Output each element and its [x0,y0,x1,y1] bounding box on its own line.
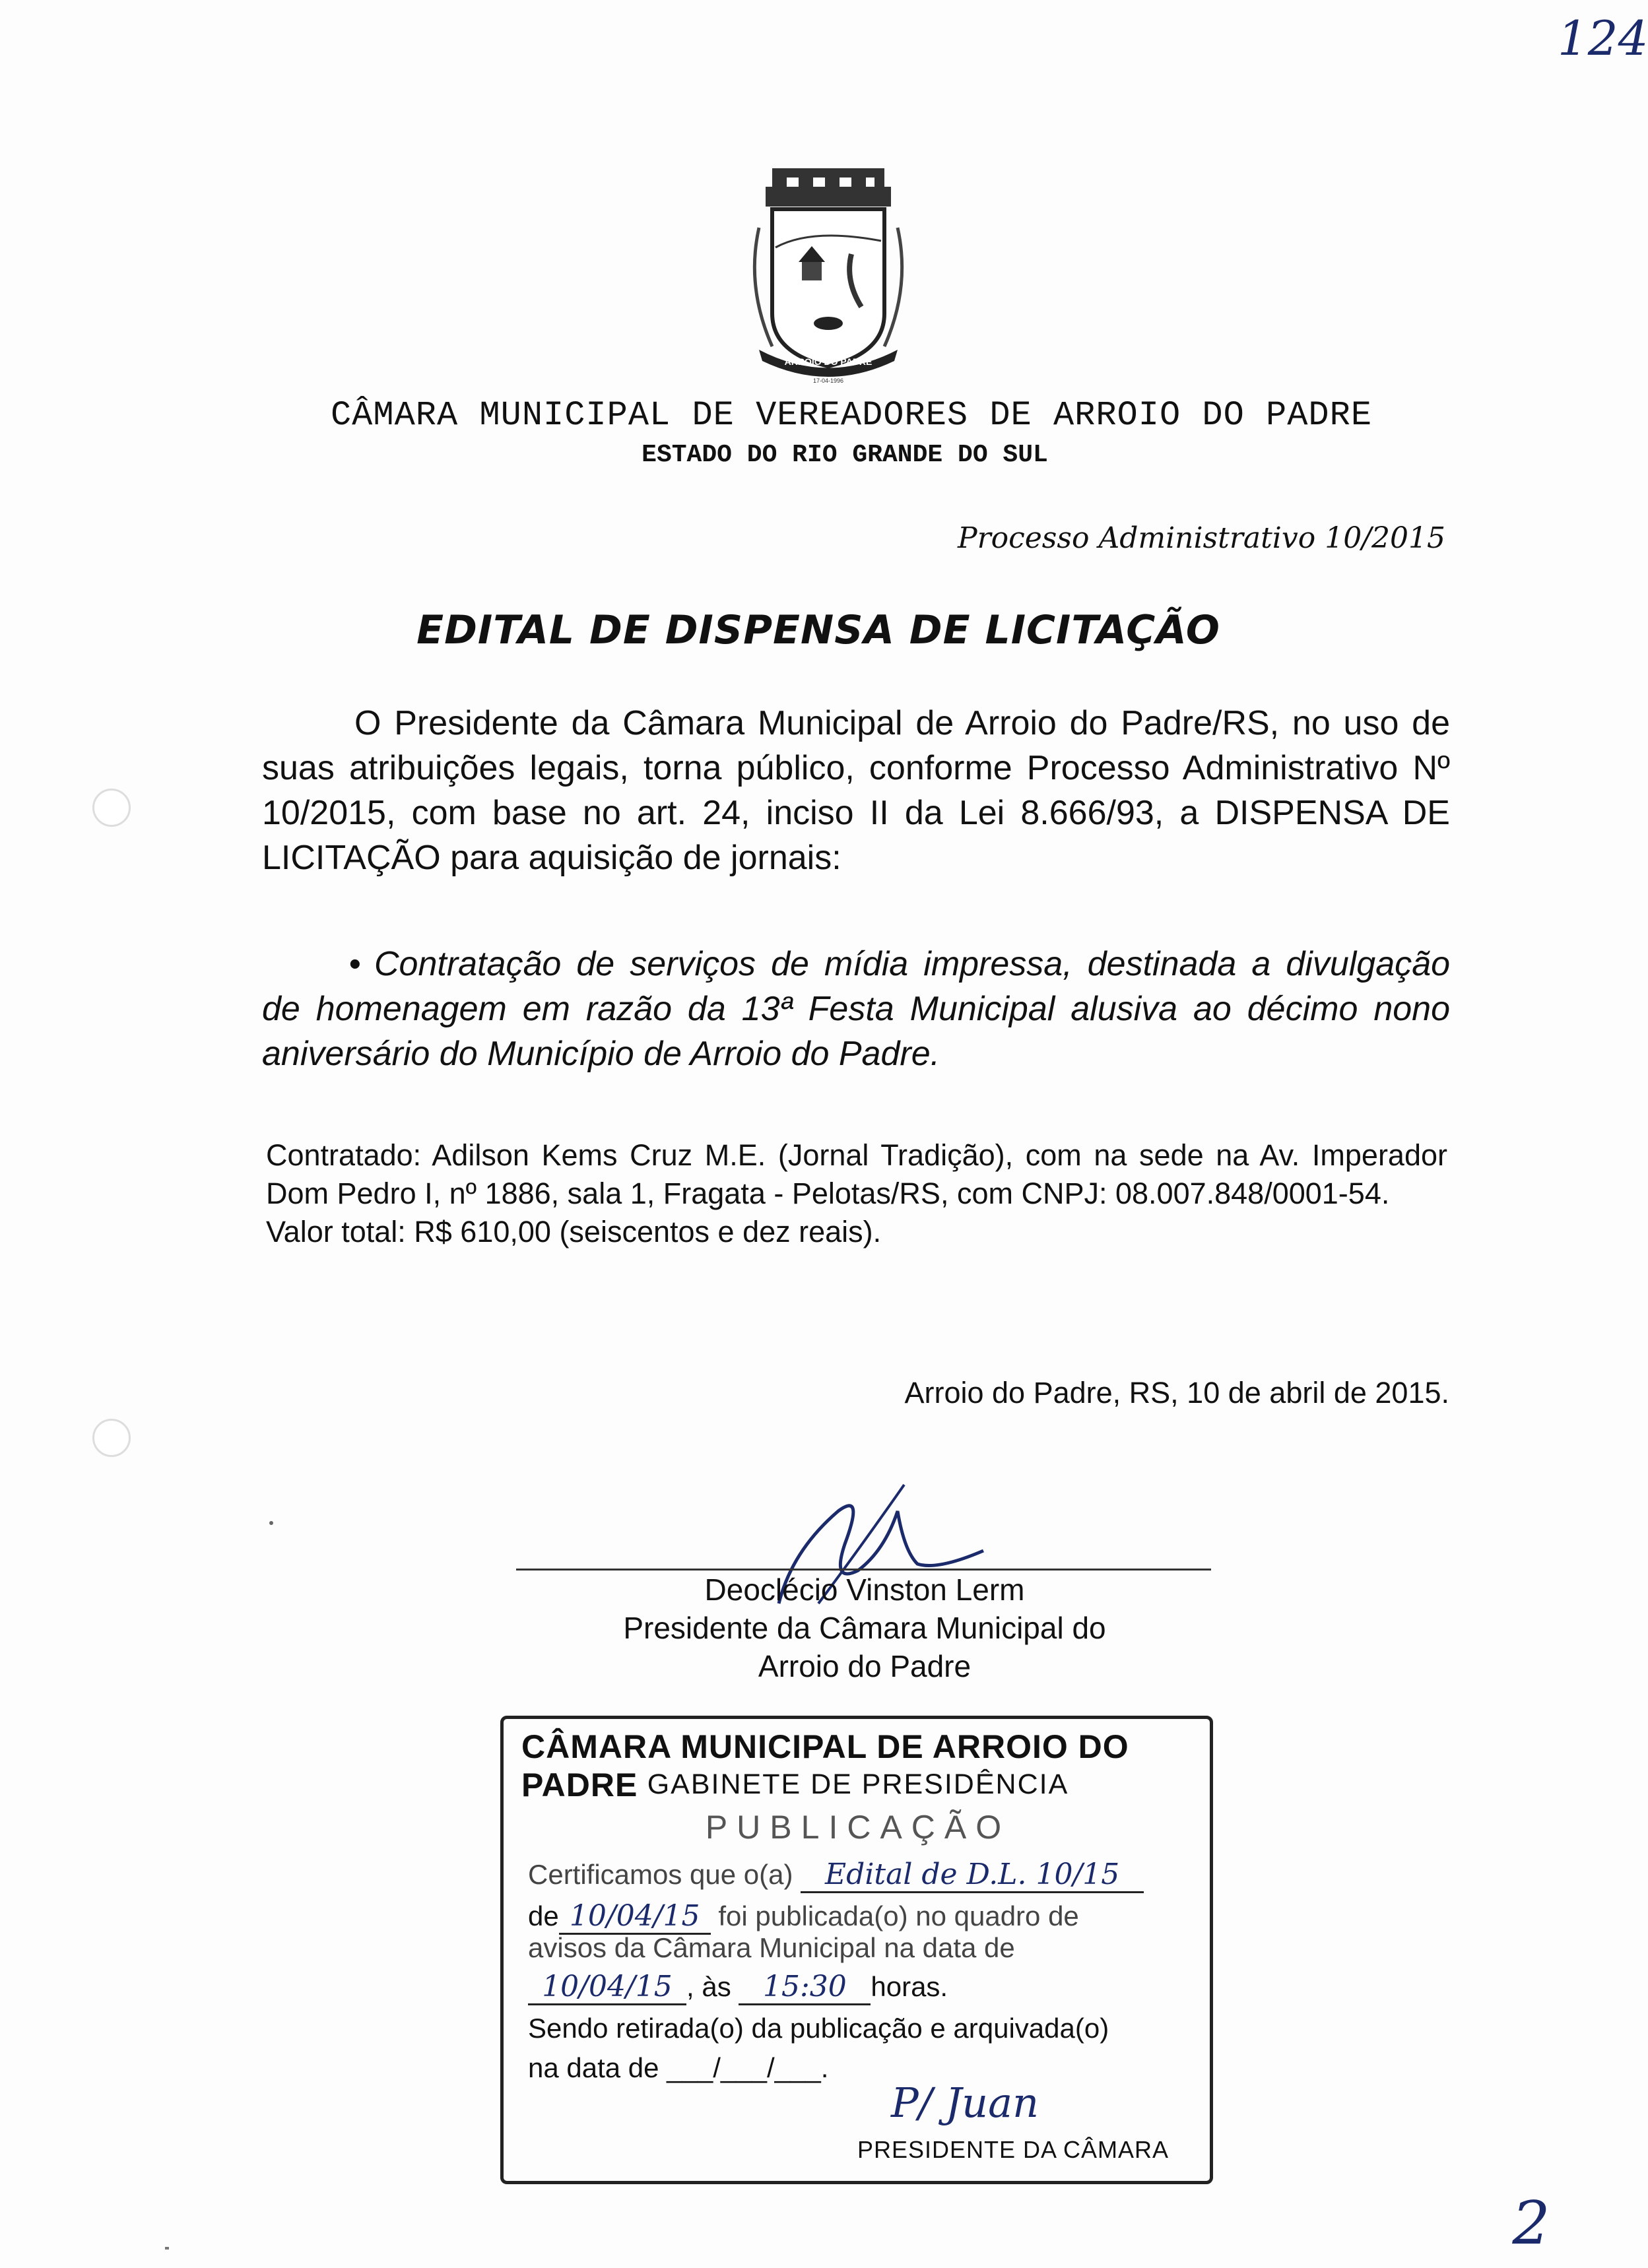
stamp-time-field: 15:30 [739,1970,871,2005]
stamp-pub-date-field: 10/04/15 [528,1970,686,2005]
stamp-signature: P/ Juan [891,2079,1039,2127]
intro-paragraph [262,701,1450,880]
contract-details [266,1136,1447,1251]
stamp-label: PUBLICAÇÃO [705,1809,1011,1846]
item-text: Contratação de serviços de mídia impressa, destinada a divulgação de homenagem em razão da 13ª Festa Municipal alusiva ao décimo nono aniversário do Município de Arroio do Padre. [262,945,1450,1073]
stamp-subtitle: GABINETE DE PRESIDÊNCIA [647,1768,1069,1800]
stamp-de-text: de [528,1900,559,1931]
intro-text: O Presidente da Câmara Municipal de Arroio do Padre/RS, no uso de suas atribuições legais, torna público, conforme Processo Administrativo Nº 10/2015, com base no art. 24, inciso II da Lei 8.666/93, a DISPENSA DE LICITAÇÃO para aquisição de jornais: [262,704,1450,877]
signer-role-cont: Arroio do Padre [758,1649,972,1683]
punch-hole [92,1419,131,1457]
stamp-certify-text: Certificamos que o(a) [528,1859,793,1890]
stamp-line-6: na data de ___/___/___. [528,2052,829,2083]
stamp-footer: PRESIDENTE DA CÂMARA [857,2136,1170,2163]
speck [165,2247,169,2250]
stamp-line-2 [528,1899,1188,1935]
stamp-line-4 [528,1970,1188,2005]
stamp-published-text: foi publicada(o) no quadro de [718,1900,1079,1931]
crest-shield [772,209,884,366]
institution-name: CÂMARA MUNICIPAL DE VEREADORES DE ARROIO DO PADRE [330,396,1373,435]
municipal-crest [746,168,911,386]
stamp-at-text: , às [686,1971,731,2002]
stamp-document-field: Edital de D.L. 10/15 [801,1858,1144,1893]
crest-crown [766,168,891,207]
bullet-icon: • [348,945,361,983]
corner-mark: 2 [1512,2189,1550,2258]
stamp-line-1 [528,1858,1188,1893]
process-number: Processo Administrativo 10/2015 [958,521,1445,555]
page-number: 124 [1558,11,1648,66]
stamp-title: CÂMARA MUNICIPAL DE ARROIO DO PADRE [521,1728,1129,1803]
contracted-party: Contratado: Adilson Kems Cruz M.E. (Jornal Tradição), com na sede na Av. Imperador Dom Pedro I, nº 1886, sala 1, Fragata - Pelotas/RS, com CNPJ: 08.007.848/0001-54. [266,1138,1447,1210]
signer-role: Presidente da Câmara Municipal do [623,1611,1106,1645]
crest-date: 17-04-1996 [812,377,844,384]
crest-motto: ARROIO DO PADRE [784,356,873,367]
stamp-line-3: avisos da Câmara Municipal na data de [528,1932,1015,1963]
speck [269,1521,273,1525]
stamp-date-field: 10/04/15 [559,1899,711,1935]
total-value: Valor total: R$ 610,00 (seiscentos e dez reais). [266,1215,882,1248]
punch-hole [92,789,131,827]
stamp-hours-text: horas. [871,1971,948,2002]
place-date: Arroio do Padre, RS, 10 de abril de 2015. [904,1376,1449,1409]
contract-item [262,942,1450,1076]
signer-name: Deoclécio Vinston Lerm [704,1572,1025,1607]
state-name: ESTADO DO RIO GRANDE DO SUL [642,441,1048,469]
stamp-line-5: Sendo retirada(o) da publicação e arquivada(o) [528,2013,1109,2044]
document-title: EDITAL DE DISPENSA DE LICITAÇÃO [416,607,1220,653]
